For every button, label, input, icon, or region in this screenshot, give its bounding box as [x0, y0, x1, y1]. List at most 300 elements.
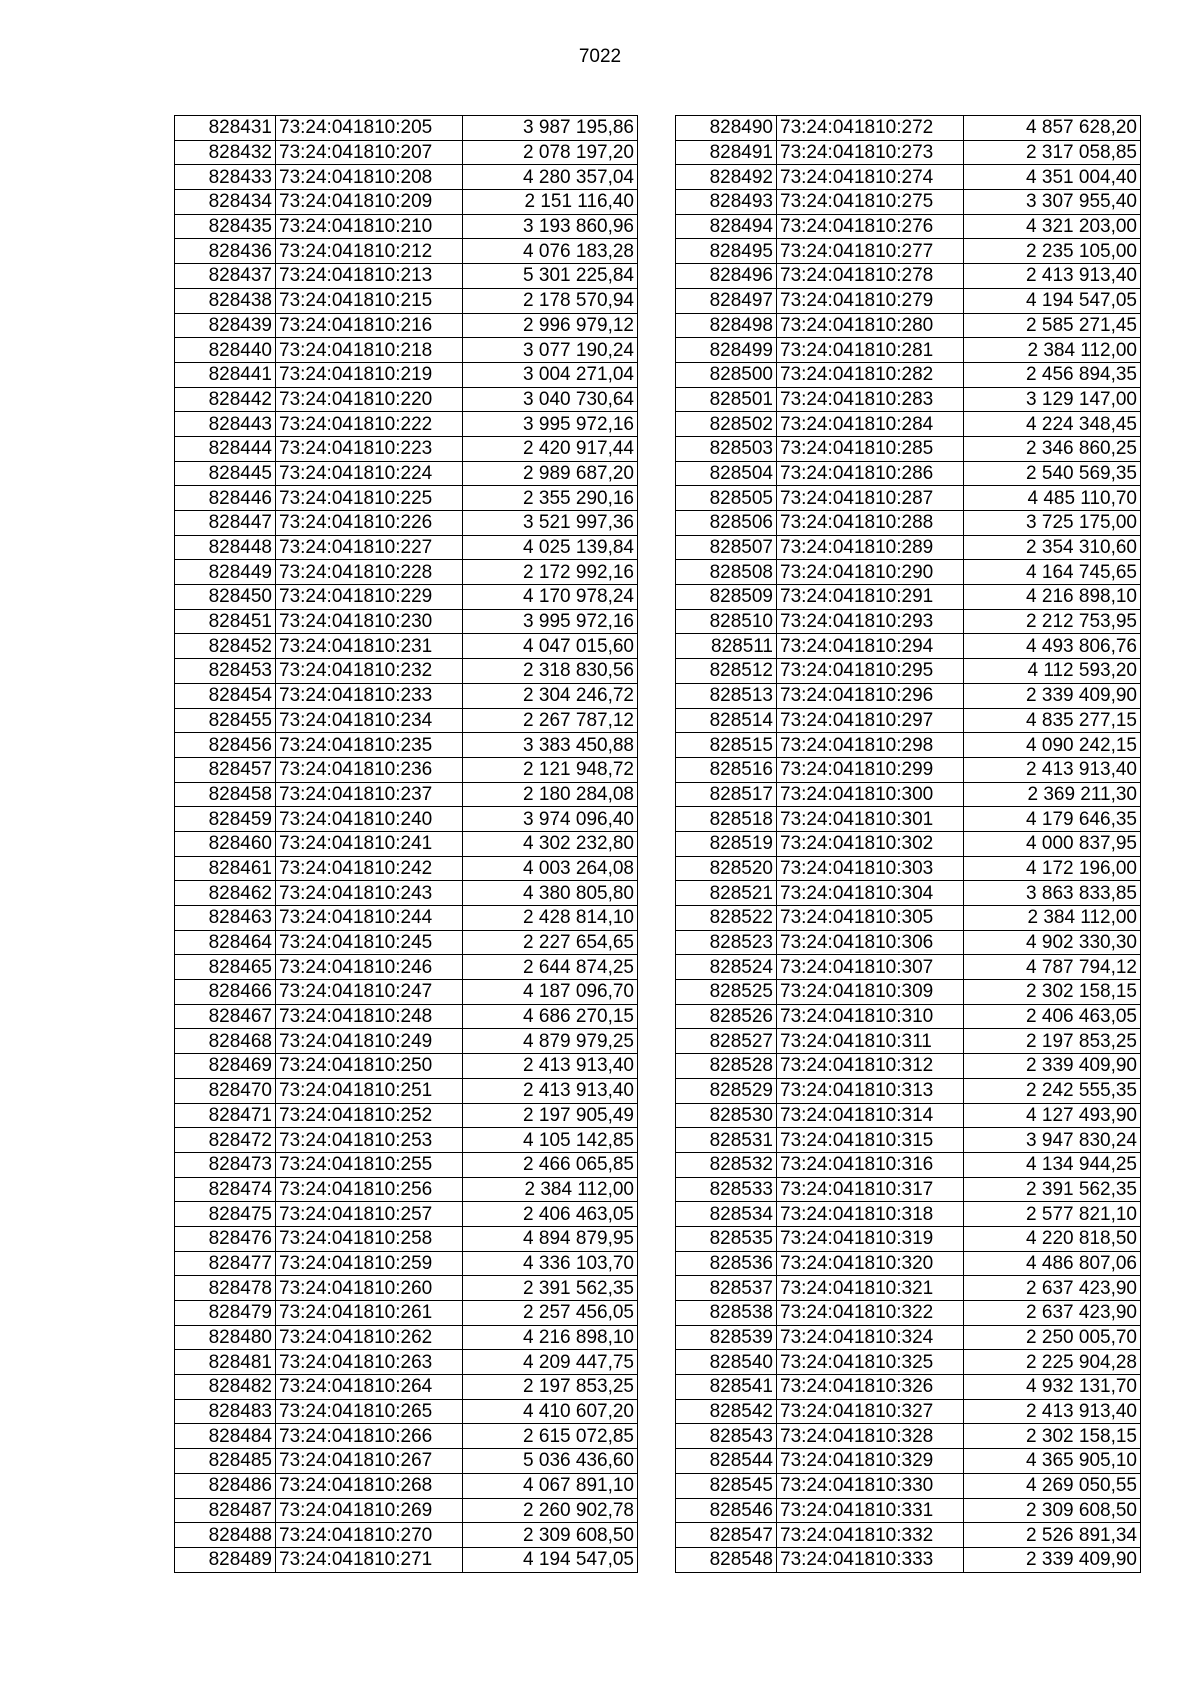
cadastral-number-cell: 73:24:041810:304: [777, 881, 964, 906]
row-number-cell: 828485: [175, 1449, 276, 1474]
cadastral-number-cell: 73:24:041810:232: [276, 659, 463, 684]
value-cell: 4 025 139,84: [463, 535, 638, 560]
cadastral-number-cell: 73:24:041810:327: [777, 1399, 964, 1424]
table-row: [676, 1498, 1141, 1523]
cadastral-number-cell: 73:24:041810:212: [276, 239, 463, 264]
cadastral-number-cell: 73:24:041810:241: [276, 831, 463, 856]
table-row: [676, 338, 1141, 363]
value-cell: 4 835 277,15: [964, 708, 1141, 733]
table-row: [676, 1276, 1141, 1301]
table-row: [676, 1128, 1141, 1153]
value-cell: 2 309 608,50: [964, 1498, 1141, 1523]
row-number-cell: 828522: [676, 906, 777, 931]
cadastral-number-cell: 73:24:041810:324: [777, 1325, 964, 1350]
value-cell: 4 090 242,15: [964, 733, 1141, 758]
row-number-cell: 828515: [676, 733, 777, 758]
table-row: [175, 140, 638, 165]
row-number-cell: 828529: [676, 1078, 777, 1103]
table-row: [175, 1276, 638, 1301]
table-row: [175, 659, 638, 684]
table-row: [676, 190, 1141, 215]
value-cell: 3 040 730,64: [463, 387, 638, 412]
cadastral-number-cell: 73:24:041810:213: [276, 264, 463, 289]
table-row: [676, 535, 1141, 560]
cadastral-number-cell: 73:24:041810:245: [276, 930, 463, 955]
table-row: [676, 609, 1141, 634]
value-cell: 2 644 874,25: [463, 955, 638, 980]
table-row: [676, 634, 1141, 659]
cadastral-number-cell: 73:24:041810:333: [777, 1547, 964, 1572]
cadastral-number-cell: 73:24:041810:305: [777, 906, 964, 931]
row-number-cell: 828441: [175, 362, 276, 387]
table-row: [175, 264, 638, 289]
row-number-cell: 828511: [676, 634, 777, 659]
row-number-cell: 828476: [175, 1226, 276, 1251]
table-row: [676, 1350, 1141, 1375]
cadastral-number-cell: 73:24:041810:283: [777, 387, 964, 412]
row-number-cell: 828510: [676, 609, 777, 634]
table-row: [676, 288, 1141, 313]
value-cell: 4 365 905,10: [964, 1449, 1141, 1474]
row-number-cell: 828544: [676, 1449, 777, 1474]
row-number-cell: 828540: [676, 1350, 777, 1375]
row-number-cell: 828527: [676, 1029, 777, 1054]
table-row: [175, 881, 638, 906]
cadastral-number-cell: 73:24:041810:229: [276, 585, 463, 610]
table-row: [175, 1128, 638, 1153]
value-cell: 2 151 116,40: [463, 190, 638, 215]
table-row: [175, 1523, 638, 1548]
value-cell: 5 301 225,84: [463, 264, 638, 289]
cadastral-number-cell: 73:24:041810:284: [777, 412, 964, 437]
row-number-cell: 828489: [175, 1547, 276, 1572]
value-cell: 2 227 654,65: [463, 930, 638, 955]
table-row: [175, 239, 638, 264]
row-number-cell: 828431: [175, 116, 276, 141]
cadastral-number-cell: 73:24:041810:249: [276, 1029, 463, 1054]
row-number-cell: 828462: [175, 881, 276, 906]
row-number-cell: 828440: [175, 338, 276, 363]
table-row: [175, 980, 638, 1005]
cadastral-number-cell: 73:24:041810:276: [777, 214, 964, 239]
table-row: [676, 1251, 1141, 1276]
row-number-cell: 828503: [676, 436, 777, 461]
row-number-cell: 828472: [175, 1128, 276, 1153]
row-number-cell: 828530: [676, 1103, 777, 1128]
cadastral-number-cell: 73:24:041810:251: [276, 1078, 463, 1103]
table-row: [676, 757, 1141, 782]
row-number-cell: 828444: [175, 436, 276, 461]
row-number-cell: 828534: [676, 1202, 777, 1227]
table-row: [175, 1029, 638, 1054]
row-number-cell: 828468: [175, 1029, 276, 1054]
value-cell: 4 127 493,90: [964, 1103, 1141, 1128]
cadastral-number-cell: 73:24:041810:256: [276, 1177, 463, 1202]
value-cell: 3 004 271,04: [463, 362, 638, 387]
table-row: [676, 831, 1141, 856]
table-row: [175, 362, 638, 387]
table-row: [175, 609, 638, 634]
table-row: [175, 1350, 638, 1375]
row-number-cell: 828453: [175, 659, 276, 684]
row-number-cell: 828514: [676, 708, 777, 733]
value-cell: 4 351 004,40: [964, 165, 1141, 190]
cadastral-number-cell: 73:24:041810:288: [777, 511, 964, 536]
row-number-cell: 828491: [676, 140, 777, 165]
row-number-cell: 828496: [676, 264, 777, 289]
cadastral-number-cell: 73:24:041810:298: [777, 733, 964, 758]
value-cell: 3 521 997,36: [463, 511, 638, 536]
table-row: [676, 980, 1141, 1005]
value-cell: 2 391 562,35: [463, 1276, 638, 1301]
table-row: [676, 1523, 1141, 1548]
row-number-cell: 828469: [175, 1054, 276, 1079]
row-number-cell: 828519: [676, 831, 777, 856]
cadastral-number-cell: 73:24:041810:258: [276, 1226, 463, 1251]
table-row: [175, 436, 638, 461]
cadastral-number-cell: 73:24:041810:243: [276, 881, 463, 906]
row-number-cell: 828460: [175, 831, 276, 856]
table-row: [676, 1399, 1141, 1424]
cadastral-number-cell: 73:24:041810:231: [276, 634, 463, 659]
value-cell: 3 995 972,16: [463, 412, 638, 437]
cadastral-number-cell: 73:24:041810:302: [777, 831, 964, 856]
cadastral-number-cell: 73:24:041810:215: [276, 288, 463, 313]
value-cell: 4 209 447,75: [463, 1350, 638, 1375]
cadastral-number-cell: 73:24:041810:250: [276, 1054, 463, 1079]
cadastral-number-cell: 73:24:041810:222: [276, 412, 463, 437]
value-cell: 2 180 284,08: [463, 782, 638, 807]
table-row: [175, 338, 638, 363]
row-number-cell: 828475: [175, 1202, 276, 1227]
value-cell: 4 336 103,70: [463, 1251, 638, 1276]
cadastral-number-cell: 73:24:041810:247: [276, 980, 463, 1005]
cadastral-number-cell: 73:24:041810:295: [777, 659, 964, 684]
table-row: [175, 1375, 638, 1400]
cadastral-number-cell: 73:24:041810:210: [276, 214, 463, 239]
table-row: [175, 190, 638, 215]
row-number-cell: 828433: [175, 165, 276, 190]
table-row: [676, 461, 1141, 486]
cadastral-number-cell: 73:24:041810:289: [777, 535, 964, 560]
table-row: [676, 930, 1141, 955]
value-cell: 4 280 357,04: [463, 165, 638, 190]
value-cell: 4 000 837,95: [964, 831, 1141, 856]
table-row: [175, 634, 638, 659]
row-number-cell: 828495: [676, 239, 777, 264]
value-cell: 2 267 787,12: [463, 708, 638, 733]
row-number-cell: 828521: [676, 881, 777, 906]
table-row: [676, 1226, 1141, 1251]
value-cell: 2 235 105,00: [964, 239, 1141, 264]
cadastral-number-cell: 73:24:041810:309: [777, 980, 964, 1005]
row-number-cell: 828513: [676, 683, 777, 708]
value-cell: 3 725 175,00: [964, 511, 1141, 536]
table-row: [676, 239, 1141, 264]
cadastral-number-cell: 73:24:041810:205: [276, 116, 463, 141]
row-number-cell: 828490: [676, 116, 777, 141]
value-cell: 2 384 112,00: [964, 338, 1141, 363]
cadastral-number-cell: 73:24:041810:303: [777, 856, 964, 881]
table-row: [676, 733, 1141, 758]
cadastral-number-cell: 73:24:041810:261: [276, 1301, 463, 1326]
row-number-cell: 828434: [175, 190, 276, 215]
table-row: [676, 1449, 1141, 1474]
value-cell: 4 857 628,20: [964, 116, 1141, 141]
row-number-cell: 828455: [175, 708, 276, 733]
row-number-cell: 828528: [676, 1054, 777, 1079]
cadastral-number-cell: 73:24:041810:320: [777, 1251, 964, 1276]
value-cell: 4 194 547,05: [463, 1547, 638, 1572]
row-number-cell: 828494: [676, 214, 777, 239]
table-row: [175, 387, 638, 412]
row-number-cell: 828461: [175, 856, 276, 881]
cadastral-number-cell: 73:24:041810:269: [276, 1498, 463, 1523]
table-row: [676, 214, 1141, 239]
cadastral-number-cell: 73:24:041810:228: [276, 560, 463, 585]
value-cell: 2 339 409,90: [964, 683, 1141, 708]
row-number-cell: 828518: [676, 807, 777, 832]
value-cell: 5 036 436,60: [463, 1449, 638, 1474]
cadastral-number-cell: 73:24:041810:209: [276, 190, 463, 215]
row-number-cell: 828486: [175, 1473, 276, 1498]
row-number-cell: 828524: [676, 955, 777, 980]
row-number-cell: 828479: [175, 1301, 276, 1326]
table-row: [175, 1202, 638, 1227]
value-cell: 2 637 423,90: [964, 1276, 1141, 1301]
cadastral-number-cell: 73:24:041810:242: [276, 856, 463, 881]
table-row: [676, 1473, 1141, 1498]
cadastral-number-cell: 73:24:041810:301: [777, 807, 964, 832]
right-register-table: [675, 115, 1141, 1573]
value-cell: 2 413 913,40: [964, 1399, 1141, 1424]
cadastral-number-cell: 73:24:041810:293: [777, 609, 964, 634]
value-cell: 2 339 409,90: [964, 1547, 1141, 1572]
row-number-cell: 828506: [676, 511, 777, 536]
row-number-cell: 828541: [676, 1375, 777, 1400]
cadastral-number-cell: 73:24:041810:236: [276, 757, 463, 782]
table-row: [676, 1004, 1141, 1029]
table-row: [676, 560, 1141, 585]
value-cell: 2 242 555,35: [964, 1078, 1141, 1103]
cadastral-number-cell: 73:24:041810:311: [777, 1029, 964, 1054]
value-cell: 2 577 821,10: [964, 1202, 1141, 1227]
row-number-cell: 828482: [175, 1375, 276, 1400]
table-row: [175, 930, 638, 955]
cadastral-number-cell: 73:24:041810:330: [777, 1473, 964, 1498]
row-number-cell: 828501: [676, 387, 777, 412]
cadastral-number-cell: 73:24:041810:307: [777, 955, 964, 980]
value-cell: 2 413 913,40: [463, 1078, 638, 1103]
cadastral-number-cell: 73:24:041810:237: [276, 782, 463, 807]
cadastral-number-cell: 73:24:041810:331: [777, 1498, 964, 1523]
cadastral-number-cell: 73:24:041810:267: [276, 1449, 463, 1474]
row-number-cell: 828449: [175, 560, 276, 585]
cadastral-number-cell: 73:24:041810:246: [276, 955, 463, 980]
value-cell: 2 456 894,35: [964, 362, 1141, 387]
value-cell: 4 932 131,70: [964, 1375, 1141, 1400]
row-number-cell: 828437: [175, 264, 276, 289]
cadastral-number-cell: 73:24:041810:223: [276, 436, 463, 461]
value-cell: 4 321 203,00: [964, 214, 1141, 239]
table-row: [676, 1078, 1141, 1103]
row-number-cell: 828498: [676, 313, 777, 338]
row-number-cell: 828480: [175, 1325, 276, 1350]
row-number-cell: 828465: [175, 955, 276, 980]
row-number-cell: 828520: [676, 856, 777, 881]
value-cell: 3 995 972,16: [463, 609, 638, 634]
table-row: [175, 1004, 638, 1029]
table-row: [175, 1251, 638, 1276]
row-number-cell: 828457: [175, 757, 276, 782]
cadastral-number-cell: 73:24:041810:312: [777, 1054, 964, 1079]
row-number-cell: 828435: [175, 214, 276, 239]
row-number-cell: 828525: [676, 980, 777, 1005]
value-cell: 2 346 860,25: [964, 436, 1141, 461]
row-number-cell: 828474: [175, 1177, 276, 1202]
cadastral-number-cell: 73:24:041810:319: [777, 1226, 964, 1251]
value-cell: 4 170 978,24: [463, 585, 638, 610]
table-row: [175, 831, 638, 856]
table-row: [175, 955, 638, 980]
table-row: [676, 585, 1141, 610]
row-number-cell: 828488: [175, 1523, 276, 1548]
value-cell: 2 428 814,10: [463, 906, 638, 931]
table-row: [175, 585, 638, 610]
table-row: [676, 782, 1141, 807]
value-cell: 2 260 902,78: [463, 1498, 638, 1523]
table-row: [676, 955, 1141, 980]
row-number-cell: 828526: [676, 1004, 777, 1029]
value-cell: 4 224 348,45: [964, 412, 1141, 437]
value-cell: 2 250 005,70: [964, 1325, 1141, 1350]
cadastral-number-cell: 73:24:041810:296: [777, 683, 964, 708]
table-row: [676, 1103, 1141, 1128]
row-number-cell: 828539: [676, 1325, 777, 1350]
row-number-cell: 828481: [175, 1350, 276, 1375]
value-cell: 2 197 853,25: [964, 1029, 1141, 1054]
row-number-cell: 828504: [676, 461, 777, 486]
row-number-cell: 828538: [676, 1301, 777, 1326]
row-number-cell: 828484: [175, 1424, 276, 1449]
value-cell: 2 172 992,16: [463, 560, 638, 585]
cadastral-number-cell: 73:24:041810:266: [276, 1424, 463, 1449]
value-cell: 2 355 290,16: [463, 486, 638, 511]
row-number-cell: 828497: [676, 288, 777, 313]
cadastral-number-cell: 73:24:041810:315: [777, 1128, 964, 1153]
value-cell: 2 526 891,34: [964, 1523, 1141, 1548]
cadastral-number-cell: 73:24:041810:278: [777, 264, 964, 289]
table-row: [676, 1054, 1141, 1079]
value-cell: 4 220 818,50: [964, 1226, 1141, 1251]
value-cell: 4 194 547,05: [964, 288, 1141, 313]
value-cell: 4 076 183,28: [463, 239, 638, 264]
value-cell: 2 413 913,40: [964, 757, 1141, 782]
cadastral-number-cell: 73:24:041810:281: [777, 338, 964, 363]
value-cell: 4 003 264,08: [463, 856, 638, 881]
cadastral-number-cell: 73:24:041810:317: [777, 1177, 964, 1202]
cadastral-number-cell: 73:24:041810:297: [777, 708, 964, 733]
cadastral-number-cell: 73:24:041810:287: [777, 486, 964, 511]
row-number-cell: 828446: [175, 486, 276, 511]
value-cell: 2 406 463,05: [964, 1004, 1141, 1029]
table-row: [175, 214, 638, 239]
value-cell: 4 380 805,80: [463, 881, 638, 906]
cadastral-number-cell: 73:24:041810:272: [777, 116, 964, 141]
value-cell: 2 996 979,12: [463, 313, 638, 338]
value-cell: 2 406 463,05: [463, 1202, 638, 1227]
cadastral-number-cell: 73:24:041810:257: [276, 1202, 463, 1227]
table-row: [676, 1029, 1141, 1054]
value-cell: 2 413 913,40: [964, 264, 1141, 289]
table-row: [676, 856, 1141, 881]
row-number-cell: 828454: [175, 683, 276, 708]
cadastral-number-cell: 73:24:041810:322: [777, 1301, 964, 1326]
cadastral-number-cell: 73:24:041810:226: [276, 511, 463, 536]
cadastral-number-cell: 73:24:041810:259: [276, 1251, 463, 1276]
value-cell: 4 105 142,85: [463, 1128, 638, 1153]
table-row: [175, 116, 638, 141]
table-row: [175, 906, 638, 931]
table-row: [676, 881, 1141, 906]
value-cell: 4 112 593,20: [964, 659, 1141, 684]
row-number-cell: 828512: [676, 659, 777, 684]
value-cell: 2 585 271,45: [964, 313, 1141, 338]
row-number-cell: 828535: [676, 1226, 777, 1251]
cadastral-number-cell: 73:24:041810:207: [276, 140, 463, 165]
table-row: [175, 511, 638, 536]
table-row: [175, 708, 638, 733]
cadastral-number-cell: 73:24:041810:252: [276, 1103, 463, 1128]
row-number-cell: 828459: [175, 807, 276, 832]
table-row: [175, 535, 638, 560]
row-number-cell: 828471: [175, 1103, 276, 1128]
cadastral-number-cell: 73:24:041810:248: [276, 1004, 463, 1029]
table-row: [175, 1473, 638, 1498]
cadastral-number-cell: 73:24:041810:208: [276, 165, 463, 190]
cadastral-number-cell: 73:24:041810:224: [276, 461, 463, 486]
cadastral-number-cell: 73:24:041810:273: [777, 140, 964, 165]
row-number-cell: 828456: [175, 733, 276, 758]
value-cell: 2 197 905,49: [463, 1103, 638, 1128]
value-cell: 2 615 072,85: [463, 1424, 638, 1449]
cadastral-number-cell: 73:24:041810:265: [276, 1399, 463, 1424]
row-number-cell: 828477: [175, 1251, 276, 1276]
value-cell: 4 686 270,15: [463, 1004, 638, 1029]
row-number-cell: 828463: [175, 906, 276, 931]
cadastral-number-cell: 73:24:041810:218: [276, 338, 463, 363]
cadastral-number-cell: 73:24:041810:325: [777, 1350, 964, 1375]
value-cell: 2 354 310,60: [964, 535, 1141, 560]
row-number-cell: 828516: [676, 757, 777, 782]
table-row: [175, 1177, 638, 1202]
table-row: [676, 683, 1141, 708]
cadastral-number-cell: 73:24:041810:321: [777, 1276, 964, 1301]
cadastral-number-cell: 73:24:041810:253: [276, 1128, 463, 1153]
table-row: [175, 782, 638, 807]
row-number-cell: 828458: [175, 782, 276, 807]
table-row: [676, 807, 1141, 832]
value-cell: 4 302 232,80: [463, 831, 638, 856]
cadastral-number-cell: 73:24:041810:286: [777, 461, 964, 486]
table-row: [175, 1399, 638, 1424]
cadastral-number-cell: 73:24:041810:299: [777, 757, 964, 782]
row-number-cell: 828464: [175, 930, 276, 955]
cadastral-number-cell: 73:24:041810:263: [276, 1350, 463, 1375]
value-cell: 4 179 646,35: [964, 807, 1141, 832]
row-number-cell: 828523: [676, 930, 777, 955]
cadastral-number-cell: 73:24:041810:300: [777, 782, 964, 807]
